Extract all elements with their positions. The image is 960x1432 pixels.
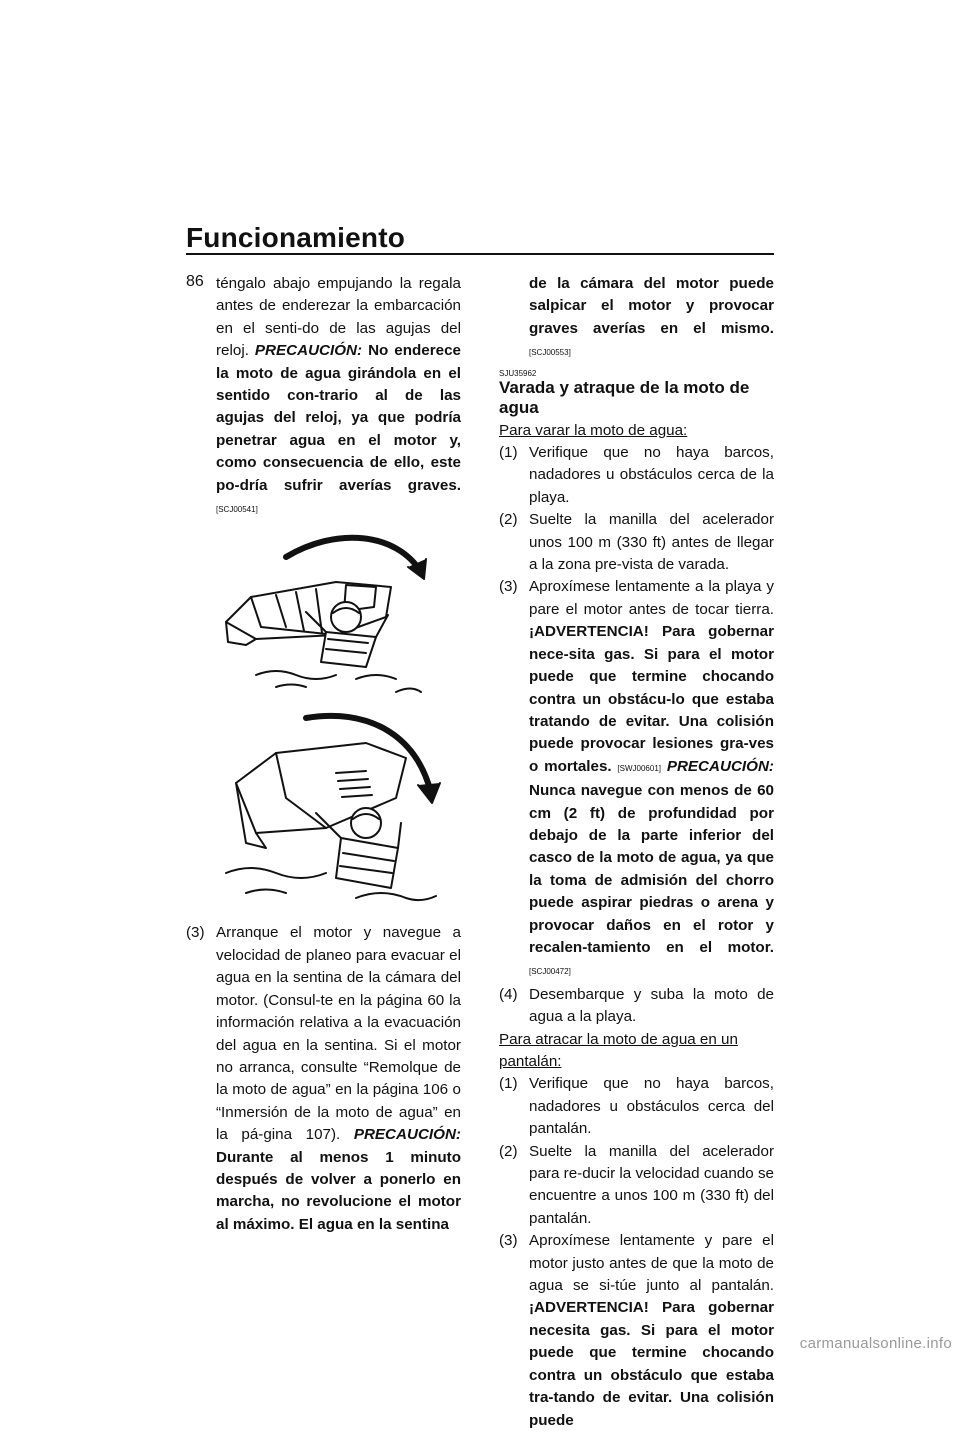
page-title: Funcionamiento <box>186 222 406 253</box>
item-number: (3) <box>499 1232 518 1250</box>
item-number: (3) <box>499 578 518 596</box>
subheading: Para varar la moto de agua: <box>499 421 688 439</box>
caution-text: Durante al menos 1 minuto después de volver a ponerlo en marcha, no revolucione el motor al máximo. El agua en la sentina <box>216 1148 461 1233</box>
item-body: Aproxímese lentamente y pare el motor justo antes de que la moto de agua se si-túe junto al pantalán. <box>529 1232 774 1295</box>
item-text: Suelte la manilla del acelerador unos 100 m (330 ft) antes de llegar a la zona pre-vista de varada. <box>529 511 774 574</box>
item-text: Desembarque y suba la moto de agua a la playa. <box>529 985 774 1026</box>
caution-text: Nunca navegue con menos de 60 cm (2 ft) de profundidad por debajo de la parte inferior del casco de la moto de agua, ya que la toma de admisión del chorro puede aspirar piedras o arena y provocar daños en el rotor y recalen-tamiento en el motor. <box>529 782 774 956</box>
caution-continuation <box>499 273 774 365</box>
warning-text: ¡ADVERTENCIA! Para gobernar necesita gas. Si para el motor puede que termine chocando contra un obstáculo que estaba tra-tando de evitar. Una colisión puede <box>529 1299 774 1429</box>
item-number: (1) <box>499 1075 518 1093</box>
list-item <box>499 509 774 576</box>
right-column <box>499 273 774 1432</box>
list-item <box>499 1141 774 1231</box>
caution-label: PRECAUCIÓN: <box>666 757 774 775</box>
intro-text: téngalo abajo empujando la regala antes de enderezar la embarcación en el senti-do de las agujas del reloj. <box>216 275 461 360</box>
righting-illustration-top <box>216 527 461 697</box>
item-body: Arranque el motor y navegue a velocidad de planeo para evacuar el agua en la sentina de la cámara del motor. (Consul-te en la página 60 la información relativa a la evacuación del agua en la sentina. Si el motor no arranca, consulte “Remolque de la moto de agua” en la página 106 o “Inmersión de la moto de agua” en la pá-gina 107). <box>216 924 461 1144</box>
item-number: (2) <box>499 511 518 529</box>
caution-code: [SCJ00553] <box>529 348 571 358</box>
item-number: (1) <box>499 444 518 462</box>
section-code: SJU35962 <box>499 368 537 378</box>
caution-label: PRECAUCIÓN: <box>254 342 363 360</box>
warning-code: [SWJ00601] <box>617 763 661 773</box>
list-item <box>186 922 461 1236</box>
caution-code: [SCJ00541] <box>216 505 258 515</box>
caution-code: [SCJ00472] <box>529 967 571 977</box>
list-item <box>499 1073 774 1140</box>
header-rule <box>186 253 774 255</box>
item-text: Suelte la manilla del acelerador para re-ducir la velocidad cuando se encuentre a unos 100 m (330 ft) del pantalán. <box>529 1142 774 1227</box>
item-text <box>529 576 774 983</box>
item-text <box>216 922 461 1236</box>
subheading: Para atracar la moto de agua en un pantalán: <box>499 1030 738 1070</box>
list-item <box>499 576 774 983</box>
list-item <box>499 442 774 509</box>
warning-text: ¡ADVERTENCIA! Para gobernar nece-sita gas. Si para el motor puede que termine chocando contra un obstácu-lo que estaba tratando de evitar. Una colisión puede provocar lesiones gra-ves o mortales. <box>529 623 774 775</box>
caution-text: de la cámara del motor puede salpicar el motor y provocar graves averías en el mismo. <box>529 275 774 337</box>
watermark: carmanualsonline.info <box>799 1335 952 1352</box>
item-text: Verifique que no haya barcos, nadadores u obstáculos cerca del pantalán. <box>529 1075 774 1138</box>
page-number: 86 <box>186 273 204 290</box>
list-item <box>499 1230 774 1432</box>
section-heading: Varada y atraque de la moto de agua <box>499 377 750 417</box>
caution-label: PRECAUCIÓN: <box>353 1126 461 1144</box>
item-text: Verifique que no haya barcos, nadadores u obstáculos cerca de la playa. <box>529 444 774 506</box>
item-number: (3) <box>186 924 205 942</box>
righting-illustration-bottom <box>216 703 461 918</box>
intro-paragraph <box>216 273 461 521</box>
list-item <box>499 984 774 1029</box>
item-number: (2) <box>499 1142 518 1160</box>
item-text <box>529 1230 774 1432</box>
caution-text: No enderece la moto de agua girándola en el sentido con-trario al de las agujas del reloj, ya que podría penetrar agua en el motor y, como consecuencia de ello, este po-dría sufrir averías graves. <box>216 342 461 494</box>
item-body: Aproxímese lentamente a la playa y pare el motor antes de tocar tierra. <box>529 578 774 618</box>
item-number: (4) <box>499 985 518 1003</box>
